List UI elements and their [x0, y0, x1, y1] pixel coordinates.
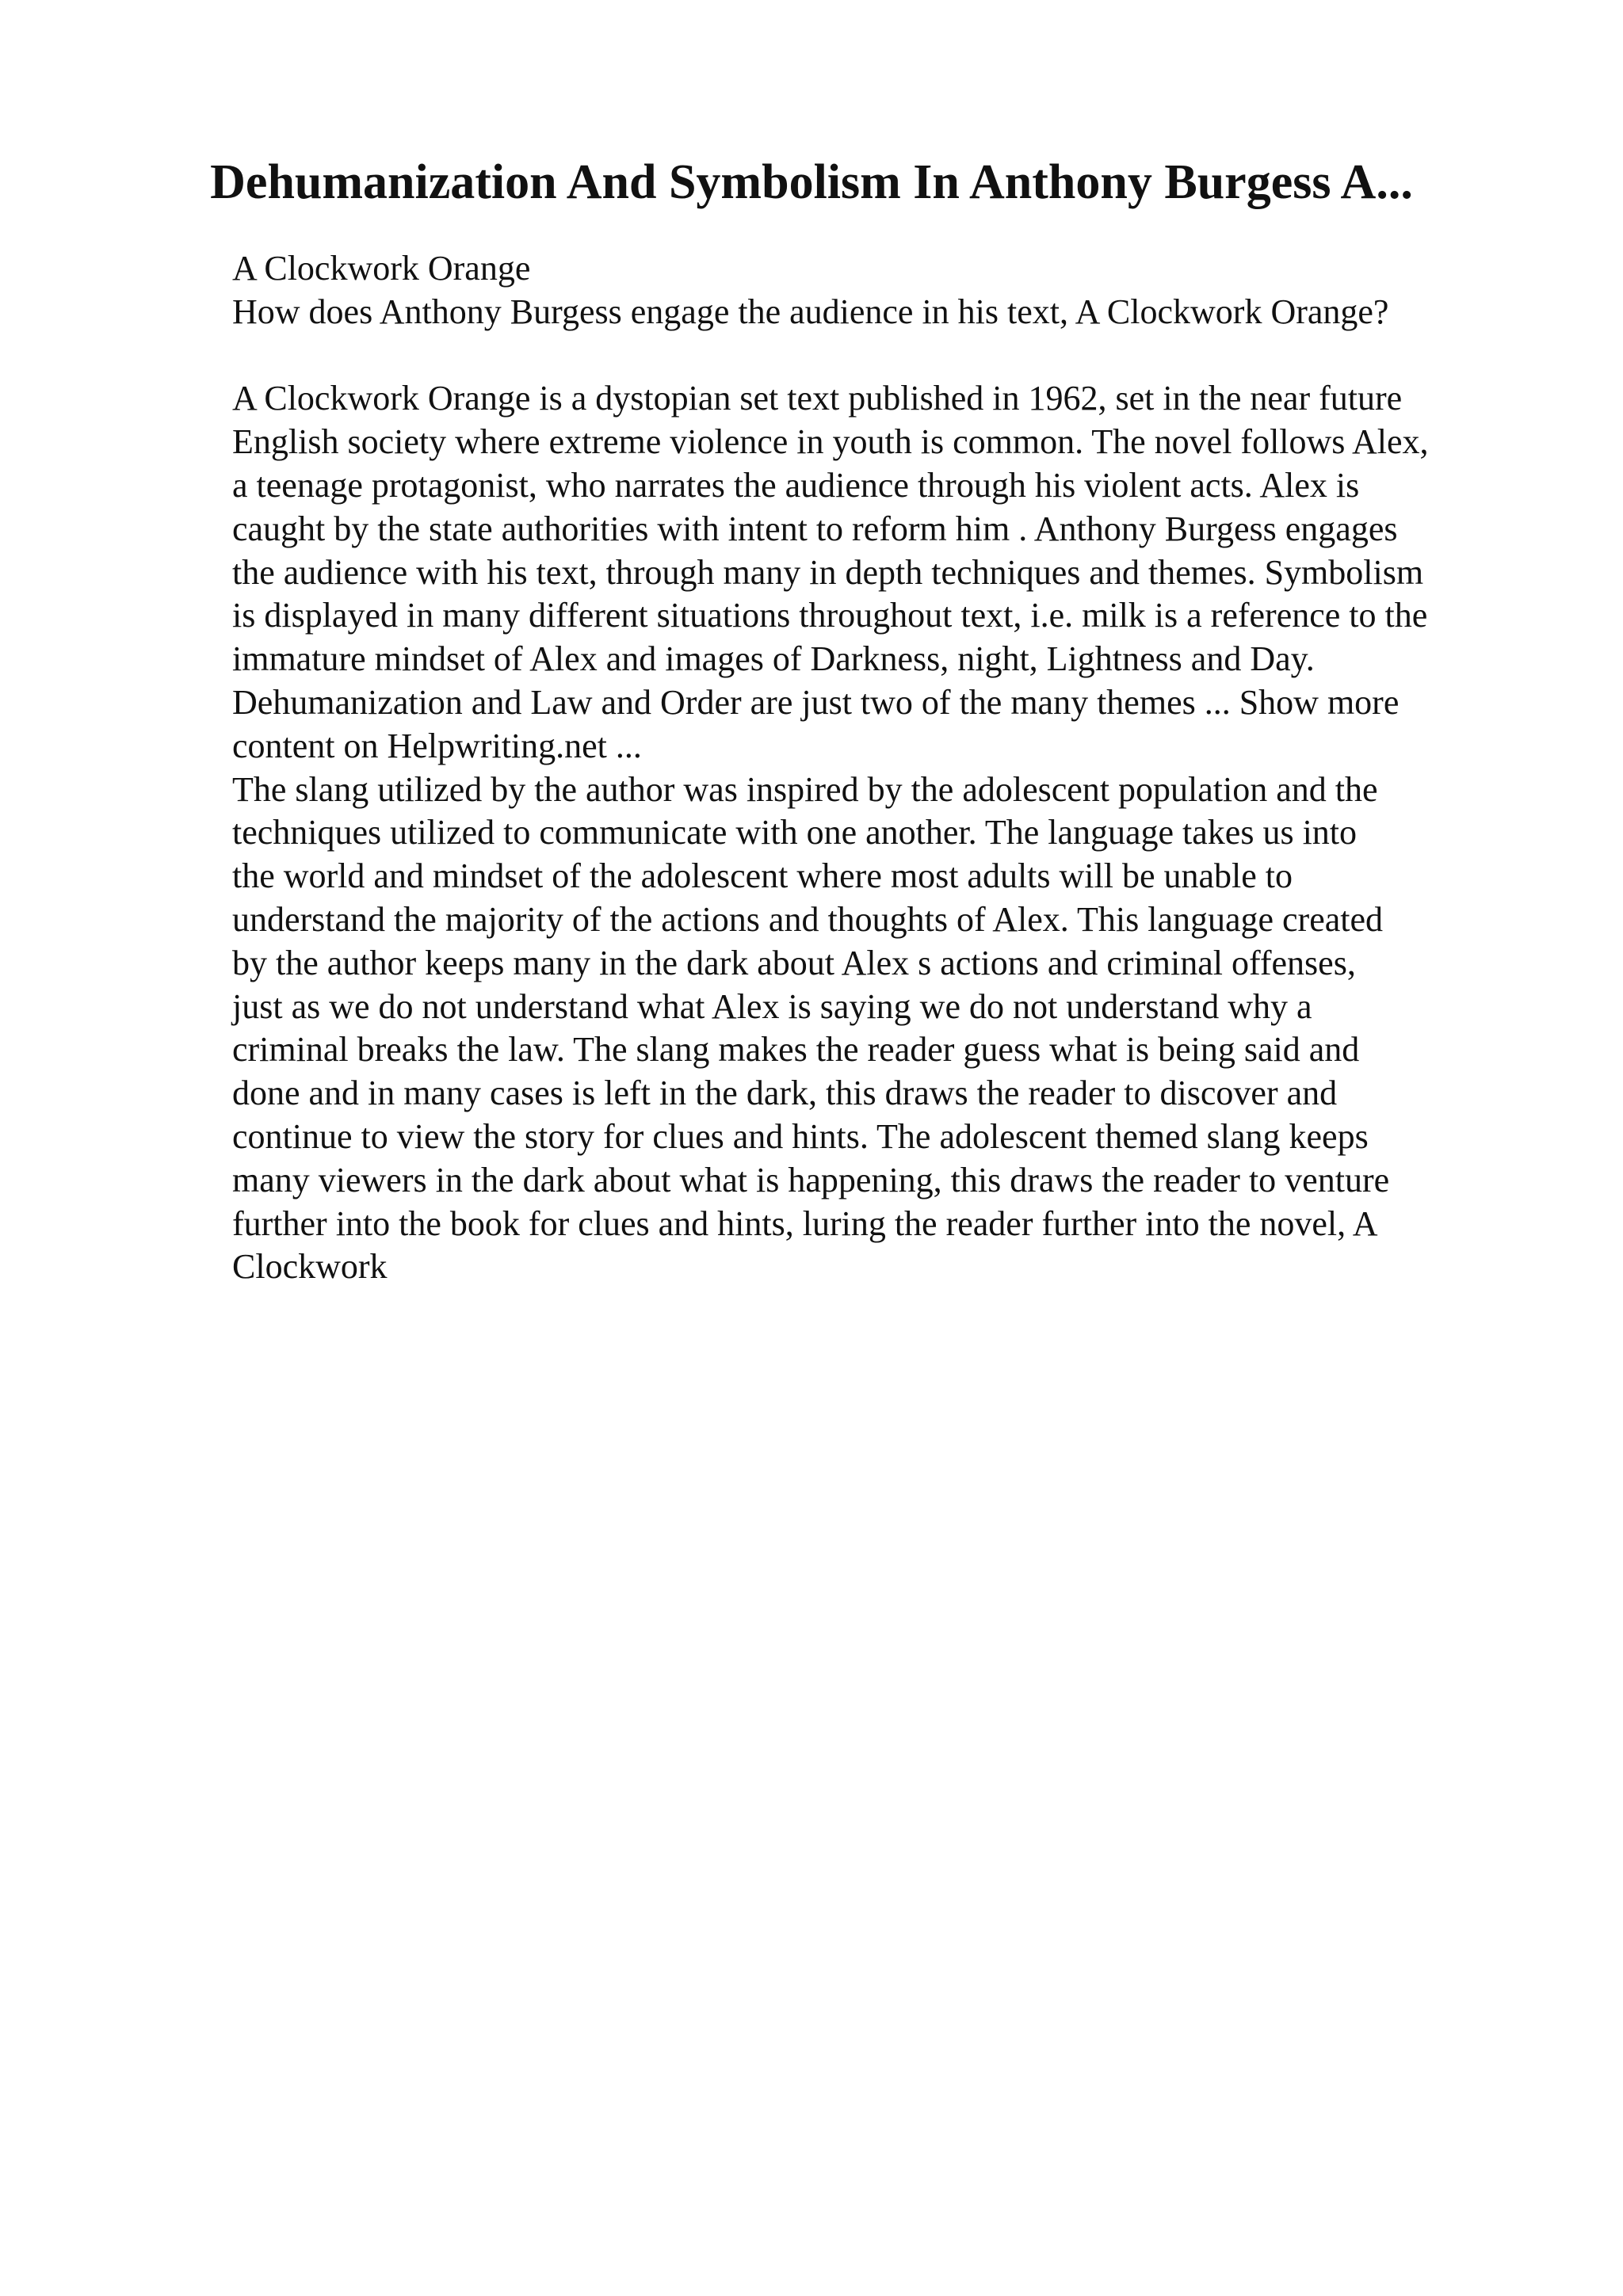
text-line: continue to view the story for clues and hints. The adolescent themed slang keeps [232, 1116, 1369, 1156]
text-line: further into the book for clues and hints, luring the reader further into the novel, A [232, 1203, 1378, 1243]
paragraph-spacer [232, 334, 1548, 378]
text-line: the audience with his text, through many in depth techniques and themes. Symbolism [232, 552, 1424, 592]
text-line: English society where extreme violence in youth is common. The novel follows Alex, [232, 422, 1429, 462]
text-line: by the author keeps many in the dark about Alex s actions and criminal offenses, [232, 943, 1356, 982]
text-line: understand the majority of the actions and thoughts of Alex. This language created [232, 899, 1384, 939]
text-line: is displayed in many different situations throughout text, i.e. milk is a reference to the [232, 596, 1428, 635]
text-line: just as we do not understand what Alex is saying we do not understand why a [232, 986, 1312, 1026]
text-line: immature mindset of Alex and images of Darkness, night, Lightness and Day. [232, 639, 1315, 679]
text-line: Dehumanization and Law and Order are just two of the many themes ... Show more [232, 682, 1400, 722]
document-body [232, 247, 1548, 1289]
text-line: The slang utilized by the author was inspired by the adolescent population and the [232, 769, 1378, 809]
text-line: the world and mindset of the adolescent where most adults will be unable to [232, 856, 1293, 896]
question-line: How does Anthony Burgess engage the audience in his text, A Clockwork Orange? [232, 292, 1389, 331]
text-line: done and in many cases is left in the dark, this draws the reader to discover and [232, 1074, 1338, 1113]
text-line: A Clockwork Orange is a dystopian set text published in 1962, set in the near future [232, 379, 1403, 418]
text-line: content on Helpwriting.net ... [232, 726, 642, 765]
text-line: many viewers in the dark about what is happening, this draws the reader to venture [232, 1160, 1390, 1199]
text-line: caught by the state authorities with intent to reform him . Anthony Burgess engages [232, 509, 1398, 548]
paragraph-1 [232, 377, 1548, 768]
text-line: criminal breaks the law. The slang makes the reader guess what is being said and [232, 1030, 1360, 1070]
text-line: a teenage protagonist, who narrates the audience through his violent acts. Alex is [232, 465, 1360, 505]
document-title: Dehumanization And Symbolism In Anthony Burgess A... [210, 155, 1413, 209]
paragraph-2 [232, 769, 1548, 1290]
text-line: techniques utilized to communicate with one another. The language takes us into [232, 813, 1358, 852]
text-line: Clockwork [232, 1247, 388, 1287]
subtitle-line: A Clockwork Orange [232, 249, 531, 288]
